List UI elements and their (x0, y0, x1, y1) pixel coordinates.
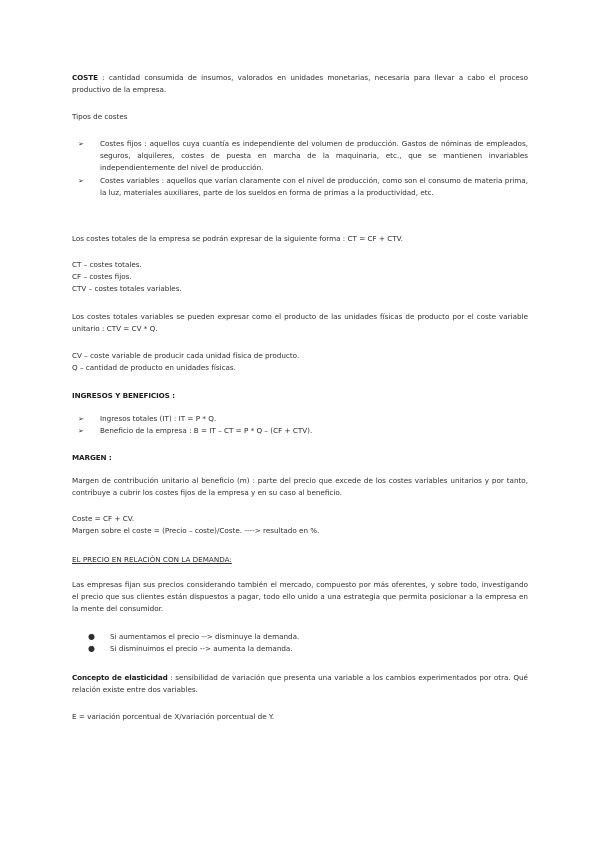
list-item (72, 138, 528, 175)
list-item (72, 413, 528, 425)
precio-paragraph (72, 579, 528, 616)
elasticidad-text: : sensibilidad de variación que presenta una variable a los cambios experimentados por otra. Qué relación existe entre dos variables. (72, 673, 528, 695)
coste-definition (72, 72, 528, 96)
section-heading: EL PRECIO EN RELACIÓN CON LA DEMANDA: (72, 555, 232, 564)
list-item (72, 425, 528, 437)
tipos-title-text: Tipos de costes (72, 112, 128, 121)
list-item (72, 643, 528, 655)
list-item-text: Beneficio de la empresa : B = IT – CT = P * Q – (CF + CTV). (100, 426, 313, 436)
definitions-2 (72, 350, 528, 374)
paragraph-text: Margen de contribución unitario al beneficio (m) : parte del precio que excede de los costes variables unitarios y por tanto, contribuye a cubrir los costes fijos de la empresa y en su caso al beneficio. (72, 476, 528, 498)
dot-bullet-icon: ● (88, 644, 95, 654)
list-item-text: Ingresos totales (IT) : IT = P * Q. (100, 414, 217, 423)
list-item (72, 175, 528, 199)
section-heading: INGRESOS Y BENEFICIOS : (72, 391, 175, 400)
paragraph-text: Las empresas fijan sus precios considerando también el mercado, compuesto por más oferentes, y sobre todo, investigando el precio que sus clientes están dispuestos a pagar, todo ello unido a una estrategia que permita posicionar a la empresa en la mente del consumidor. (72, 580, 528, 614)
elasticidad-term: Concepto de elasticidad (72, 673, 168, 682)
tipos-list (72, 138, 528, 199)
costes-totales-paragraph (72, 233, 528, 245)
formula-line: Coste = CF + CV. (72, 514, 135, 523)
definition-line: CF – costes fijos. (72, 272, 132, 282)
ingresos-list (72, 413, 528, 437)
definition-line: CTV – costes totales variables. (72, 284, 182, 294)
section-heading: MARGEN : (72, 453, 112, 462)
precio-bullets (72, 631, 528, 655)
arrow-bullet-icon: ➢ (78, 415, 84, 423)
definition-line: CV – coste variable de producir cada unidad física de producto. (72, 351, 300, 360)
dot-bullet-icon: ● (88, 632, 95, 641)
arrow-bullet-icon: ➢ (78, 140, 84, 148)
list-item-text: Costes fijos : aquellos cuya cuantía es independiente del volumen de producción. Gastos de nóminas de empleados, seguros, alquileres, costes de puesta en marcha de la maquinaria, etc., que se mantienen invariables independientemente del nivel de producción. (100, 139, 528, 173)
paragraph-text: Los costes totales de la empresa se podrán expresar de la siguiente forma : CT = CF + CTV. (72, 234, 403, 243)
formula-line: E = variación porcentual de X/variación porcentual de Y. (72, 712, 275, 721)
definitions-1 (72, 259, 528, 296)
coste-term: COSTE (72, 73, 98, 82)
tipos-title (72, 111, 528, 123)
definition-line: Q – cantidad de producto en unidades físicas. (72, 363, 236, 373)
list-item-text: Costes variables : aquellos que varían claramente con el nivel de producción, como son el consumo de materia prima, la luz, materiales auxiliares, parte de los sueldos en forma de primas a la productividad, etc. (100, 175, 528, 197)
margen-heading (72, 452, 528, 464)
list-item (72, 631, 528, 643)
list-item-text: Si disminuimos el precio --> aumenta la demanda. (110, 644, 293, 654)
list-item-text: Si aumentamos el precio --> disminuye la demanda. (110, 632, 300, 641)
ingresos-heading (72, 390, 528, 402)
paragraph-text: Los costes totales variables se pueden expresar como el producto de las unidades físicas de producto por el coste variable unitario : CTV = CV * Q. (72, 312, 528, 334)
definition-line: CT – costes totales. (72, 260, 142, 269)
elasticidad-definition (72, 672, 528, 696)
precio-heading (72, 554, 528, 566)
coste-text: : cantidad consumida de insumos, valorados en unidades monetarias, necesaria para llevar a cabo el proceso productivo de la empresa. (72, 73, 528, 95)
arrow-bullet-icon: ➢ (78, 176, 84, 185)
arrow-bullet-icon: ➢ (78, 427, 84, 436)
margen-paragraph (72, 475, 528, 499)
margen-formulas (72, 513, 528, 537)
formula-line: Margen sobre el coste = (Precio – coste)/Coste. ----> resultado en %. (72, 526, 320, 536)
elasticidad-formula (72, 711, 528, 723)
costes-variables-paragraph (72, 311, 528, 335)
